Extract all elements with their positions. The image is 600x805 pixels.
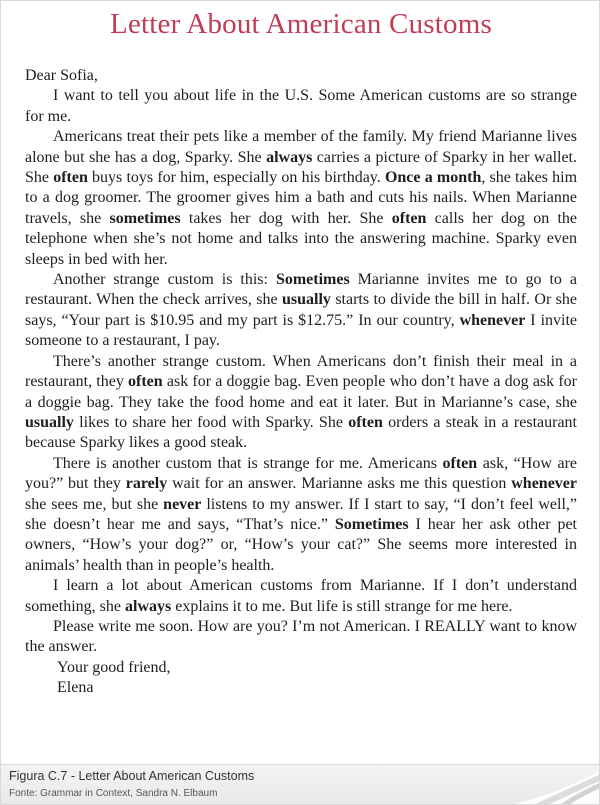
- paragraph-1: I want to tell you about life in the U.S. Some American customs are so strange for me.: [25, 87, 577, 125]
- text-run: , she takes him to a dog groomer. The groomer gives him a bath and cuts his nails. When Marianne travels, she: [25, 169, 578, 227]
- text-run: I learn a lot about American customs from Marianne. If I don’t understand something, she: [25, 577, 577, 615]
- text-run: There is another custom that is strange for me. Americans: [53, 454, 443, 472]
- adverb-emphasis: Once a month: [384, 169, 482, 187]
- text-run: Another strange custom is this:: [53, 271, 276, 289]
- text-run: takes her dog with her. She: [180, 209, 392, 227]
- adverb-emphasis: whenever: [459, 311, 526, 329]
- text-run: explains it to me. But life is still strange for me here.: [171, 597, 513, 615]
- text-run: likes to share her food with Sparky. She: [73, 413, 349, 431]
- adverb-emphasis: often: [53, 169, 88, 187]
- text-run: carries a picture of Sparky in her wallet. She: [25, 148, 577, 187]
- paragraph-4: [25, 352, 577, 454]
- text-run: orders a steak in a restaurant because Sparky likes a good steak.: [25, 413, 577, 452]
- document-title: Letter About American Customs: [110, 8, 492, 40]
- adverb-emphasis: whenever: [511, 475, 577, 493]
- paragraph-6: [25, 576, 577, 617]
- text-run: I invite someone to a restaurant, I pay.: [25, 311, 577, 350]
- adverb-emphasis: Sometimes: [275, 271, 350, 289]
- adverb-emphasis: usually: [25, 413, 74, 431]
- adverb-emphasis: often: [391, 209, 427, 227]
- letter-salutation: Dear Sofia,: [25, 67, 98, 84]
- text-run: ask for a doggie bag. Even people who don’t have a dog ask for a doggie bag. They take the food home and eat it later. But in Marianne’s case, she: [25, 373, 577, 411]
- figure-source: Fonte: Grammar in Context, Sandra N. Elbaum: [9, 788, 218, 799]
- letter-closing: Your good friend,: [57, 658, 171, 676]
- adverb-emphasis: always: [266, 148, 313, 166]
- figure-caption-bar: [1, 764, 600, 805]
- adverb-emphasis: sometimes: [109, 209, 181, 227]
- paragraph-3: [25, 270, 577, 352]
- paragraph-7: Please write me soon. How are you? I’m not American. I REALLY want to know the answer.: [25, 617, 577, 656]
- letter-signature: Elena: [57, 679, 94, 697]
- text-run: I hear her ask other pet owners, “How’s your dog?” or, “How’s your cat?” She seems more interested in animals’ health than in people’s health.: [25, 515, 577, 574]
- text-run: buys toys for him, especially on his birthday.: [87, 169, 385, 187]
- paragraph-2: [25, 127, 577, 270]
- adverb-emphasis: never: [163, 495, 202, 513]
- text-run: ask, “How are you?” but they: [25, 454, 577, 493]
- adverb-emphasis: rarely: [125, 475, 168, 493]
- paragraph-5: [25, 454, 577, 576]
- adverb-emphasis: Sometimes: [334, 515, 409, 533]
- letter-body: [25, 66, 577, 699]
- adverb-emphasis: usually: [282, 291, 331, 309]
- page-curl-icon: [491, 765, 600, 805]
- text-run: There’s another strange custom. When Americans don’t finish their meal in a restaurant, they: [25, 352, 577, 391]
- text-run: she sees me, but she: [25, 495, 164, 513]
- text-run: calls her dog on the telephone when she’s not home and talks into the answering machine. Sparky even sleeps in bed with her.: [25, 209, 578, 268]
- text-run: starts to divide the bill in half. Or she says, “Your part is $10.95 and my part is $12.75.” In our country,: [25, 291, 578, 329]
- text-run: listens to my answer. If I start to say, “I don’t feel well,” she doesn’t hear me and says, “That’s nice.”: [25, 495, 578, 533]
- adverb-emphasis: always: [125, 597, 172, 615]
- figure-caption: Figura C.7 - Letter About American Customs: [9, 769, 255, 783]
- adverb-emphasis: often: [128, 373, 163, 391]
- text-run: Marianne invites me to go to a restaurant. When the check arrives, she: [25, 271, 577, 309]
- adverb-emphasis: often: [442, 454, 478, 472]
- text-run: Americans treat their pets like a member of the family. My friend Marianne lives alone but she has a dog, Sparky. She: [25, 128, 577, 166]
- adverb-emphasis: often: [348, 413, 383, 431]
- text-run: wait for an answer. Marianne asks me this question: [167, 475, 512, 493]
